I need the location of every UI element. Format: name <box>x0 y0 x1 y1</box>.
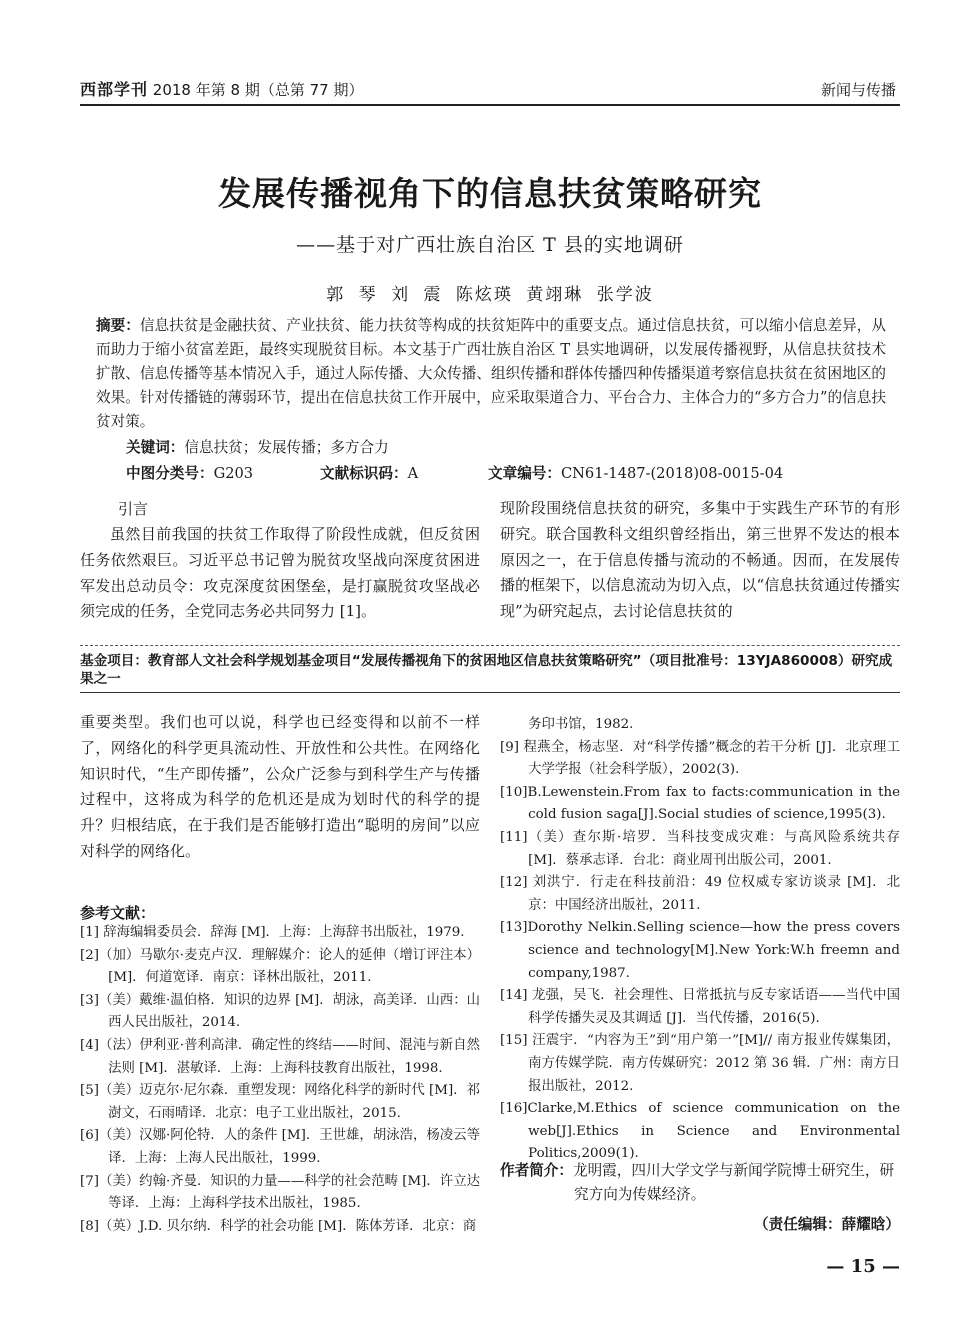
document-code <box>320 462 418 483</box>
article-subtitle: ——基于对广西壮族自治区 T 县的实地调研 <box>296 234 684 256</box>
intro-heading: 引言 <box>118 500 149 518</box>
abstract-label: 摘要： <box>96 317 140 334</box>
reference-item: [3]（美）戴维·温伯格．知识的边界 [M]．胡泳，高美译．山西：山西人民出版社，2014. <box>80 992 480 1031</box>
reference-item: [16]Clarke,M.Ethics of science communication on the web[J].Ethics in Science and Environmental Politics,2009(1). <box>500 1101 900 1162</box>
reference-item: [5]（美）迈克尔·尼尔森．重塑发现：网络化科学的新时代 [M]．祁澍文，石雨晴译．北京：电子工业出版社，2015. <box>80 1083 480 1121</box>
classification-number <box>126 462 253 483</box>
section-name: 新闻与传播 <box>820 81 896 99</box>
running-header-left <box>80 77 363 100</box>
issue-info: 2018 年第 8 期（总第 77 期） <box>152 81 364 99</box>
references-left-column <box>80 922 480 1238</box>
body-paragraph: 重要类型。我们也可以说，科学也已经变得和以前不一样了，网络化的科学更具流动性、开放性和公共性。在网络化知识时代，“生产即传播”，公众广泛参与到科学生产与传播过程中，这将成为科学的危机还是成为划时代的科学的提升？归根结底，在于我们是否能够打造出“聪明的房间”以应对科学的网络化。 <box>80 713 480 860</box>
document-code-value: A <box>407 465 419 482</box>
references-right-column <box>500 714 900 1166</box>
reference-item: [1] 辞海编辑委员会．辞海 [M]．上海：上海辞书出版社，1979. <box>80 925 465 940</box>
author-bio-label: 作者简介： <box>500 1162 573 1179</box>
funding-rule <box>80 692 900 693</box>
reference-item: [6]（美）汉娜·阿伦特．人的条件 [M]．王世雄，胡泳浩，杨凌云等译．上海：上海人民出版社，1999. <box>80 1128 480 1166</box>
header-rule <box>80 104 900 106</box>
responsible-editor: （责任编辑：薛耀晗） <box>754 1216 900 1233</box>
reference-item: [7]（美）约翰·齐曼．知识的力量——科学的社会范畴 [M]．许立达等译．上海：上海科学技术出版社，1985. <box>80 1173 480 1212</box>
article-number-value: CN61-1487-(2018)08-0015-04 <box>560 465 784 482</box>
journal-logo: 西部学刊 <box>80 80 149 99</box>
reference-item: [11]（美）查尔斯·培罗．当科技变成灾难：与高风险系统共存 [M]．蔡承志译．台北：商业周刊出版公司，2001. <box>500 829 900 868</box>
intro-right-column: 现阶段围绕信息扶贫的研究，多集中于实践生产环节的有形研究。联合国教科文组织曾经指出，第三世界不发达的根本原因之一，在于信息传播与流动的不畅通。因而，在发展传播的框架下，以信息流动为切入点，以“信息扶贫通过传播实现”为研究起点，去讨论信息扶贫的 <box>500 499 900 621</box>
keywords-text: 信息扶贫；发展传播；多方合力 <box>184 439 389 456</box>
document-code-label: 文献标识码： <box>320 465 408 482</box>
keywords <box>126 436 389 457</box>
reference-item: [10]B.Lewenstein.From fax to facts:communication in the cold fusion saga[J].Social studies of science,1995(3). <box>500 784 900 823</box>
reference-item: [14] 龙强，吴飞．社会理性、日常抵抗与反专家话语——当代中国科学传播失灵及其调适 [J]．当代传播，2016(5). <box>500 988 900 1026</box>
reference-item: [9] 程燕全，杨志坚．对“科学传播”概念的若干分析 [J]．北京理工大学学报（社会科学版），2002(3). <box>500 739 900 778</box>
author-bio-text: 龙明霞，四川大学文学与新闻学院博士研究生，研究方向为传媒经济。 <box>572 1162 895 1203</box>
article-number <box>488 462 783 483</box>
article-number-label: 文章编号： <box>488 465 561 482</box>
reference-item-continued: 务印书馆，1982. <box>528 717 634 732</box>
author-list: 郭 琴 刘 震 陈炫瑛 黄翊琳 张学波 <box>326 285 654 305</box>
reference-item: [12] 刘洪宁．行走在科技前沿：49 位权威专家访谈录 [M]．北京：中国经济出版社，2011. <box>500 875 900 913</box>
classification-label: 中图分类号： <box>126 465 214 482</box>
abstract <box>96 314 886 434</box>
reference-item: [15] 汪震宇．“内容为王”到“用户第一”[M]// 南方报业传媒集团，南方传媒学院．南方传媒研究：2012 第 36 辑．广州：南方日报出版社，2012. <box>500 1033 900 1094</box>
funding-note: 基金项目：教育部人文社会科学规划基金项目“发展传播视角下的贫困地区信息扶贫策略研究”（项目批准号：13YJA860008）研究成果之一 <box>80 653 893 687</box>
keywords-label: 关键词： <box>126 439 185 456</box>
page-number: — 15 — <box>826 1256 900 1277</box>
references-heading: 参考文献： <box>80 904 156 922</box>
intro-left-column: 虽然目前我国的扶贫工作取得了阶段性成就，但反贫困任务依然艰巨。习近平总书记曾为脱贫攻坚战向深度贫困进军发出总动员令：攻克深度贫困堡垒，是打赢脱贫攻坚战必须完成的任务，全党同志务必共同努力 [1]。 <box>80 525 480 621</box>
reference-item: [8]（英）J.D. 贝尔纳．科学的社会功能 [M]．陈体芳译．北京：商 <box>80 1218 477 1234</box>
author-bio <box>500 1159 900 1207</box>
article-title: 发展传播视角下的信息扶贫策略研究 <box>218 174 762 213</box>
reference-item: [4]（法）伊利亚·普利高津．确定性的终结——时间、混沌与新自然法则 [M]．湛敏译．上海：上海科技教育出版社，1998. <box>80 1037 480 1076</box>
reference-item: [13]Dorothy Nelkin.Selling science—how the press covers science and technology[M].New York:W.h freemn and company,1987. <box>500 920 900 981</box>
abstract-text: 信息扶贫是金融扶贫、产业扶贫、能力扶贫等构成的扶贫矩阵中的重要支点。通过信息扶贫，可以缩小信息差异，从而助力于缩小贫富差距，最终实现脱贫目标。本文基于广西壮族自治区 T 县实地调研，以发展传播视野，从信息扶贫技术扩散、信息传播等基本情况入手，通过人际传播、大众传播、组织传播和群体传播四种传播渠道考察信息扶贫在贫困地区的效果。针对传播链的薄弱环节，提出在信息扶贫工作开展中，应采取渠道合力、平台合力、主体合力的“多方合力”的信息扶贫对策。 <box>96 317 886 430</box>
classification-value: G203 <box>213 465 254 482</box>
reference-item: [2]（加）马歇尔·麦克卢汉．理解媒介：论人的延伸（增订评注本）[M]．何道宽译．南京：译林出版社，2011. <box>80 947 480 986</box>
page-break-rule <box>80 645 900 646</box>
